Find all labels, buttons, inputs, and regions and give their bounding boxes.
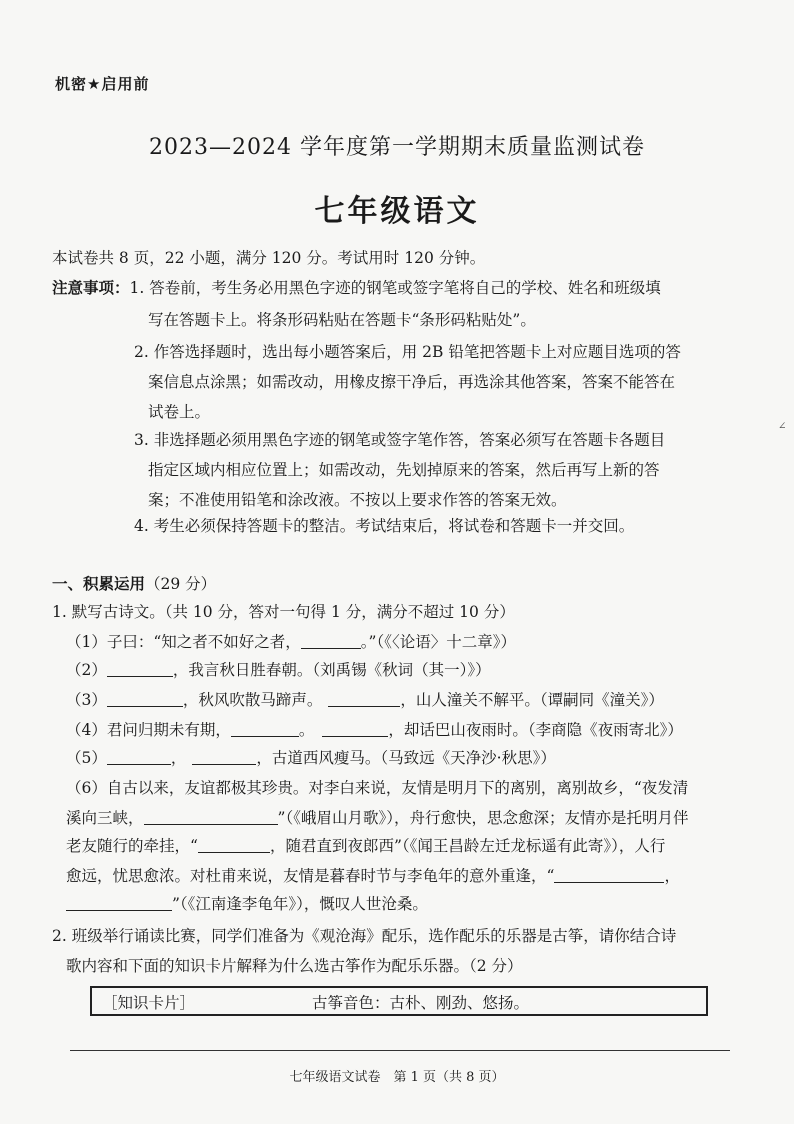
q1-item-6-text: ，随君直到夜郎西”（《闻王昌龄左迁龙标遥有此寄》），人行 (269, 837, 666, 855)
q1-item-6-line-4 (66, 866, 680, 886)
note-3c: 案；不准使用铅笔和涂改液。不按以上要求作答的答案无效。 (148, 491, 567, 509)
footer-divider (70, 1050, 730, 1051)
q1-item-1-source: 。”（《〈论语〉十二章》） (360, 633, 516, 651)
q1-item-6-text: 愈远，忧思愈浓。对杜甫来说，友情是暮春时节与李龟年的意外重逢，“ (66, 867, 555, 885)
confidential-label: 机密★启用前 (55, 75, 150, 93)
question-1-stem: 1. 默写古诗文。（共 10 分，答对一句得 1 分，满分不超过 10 分） (52, 603, 515, 621)
answer-blank[interactable] (322, 721, 388, 737)
subject-title: 七年级语文 (314, 194, 480, 229)
q1-item-6-text: 溪向三峡， (66, 809, 144, 827)
note-1b: 写在答题卡上。将条形码粘贴在答题卡“条形码粘贴处”。 (148, 311, 536, 329)
q1-item-3-text: ，秋风吹散马蹄声。 (182, 691, 323, 709)
q1-item-2-number: （2） (66, 661, 107, 679)
answer-blank[interactable] (192, 749, 256, 765)
answer-blank[interactable] (301, 633, 361, 649)
answer-blank[interactable] (554, 867, 664, 883)
knowledge-card-content: 古筝音色：古朴、刚劲、悠扬。 (312, 994, 530, 1012)
q1-item-5 (66, 748, 556, 768)
section-1-heading (52, 574, 216, 594)
question-2-line-1: 2. 班级举行诵读比赛，同学们准备为《观沧海》配乐，选作配乐的乐器是古筝，请你结合诗 (52, 927, 677, 945)
answer-blank[interactable] (107, 661, 173, 677)
answer-blank[interactable] (107, 691, 183, 707)
section-1-points: （29 分） (145, 575, 217, 593)
q1-item-6-comma: ， (664, 867, 680, 885)
q1-item-6-line-2 (66, 808, 688, 828)
answer-blank[interactable] (328, 691, 400, 707)
page-footer: 七年级语文试卷 第 1 页（共 8 页） (289, 1070, 505, 1085)
exam-intro: 本试卷共 8 页，22 小题，满分 120 分。考试用时 120 分钟。 (52, 249, 486, 267)
q1-item-2-text: ，我言秋日胜春朝。（刘禹锡《秋词（其一）》） (172, 661, 491, 679)
section-1-title: 一、积累运用 (52, 575, 146, 593)
q1-item-6-line-3 (66, 836, 665, 856)
q1-item-5-source: ，古道西风瘦马。（马致远《天净沙·秋思》） (256, 749, 556, 767)
q1-item-4-source: ，却话巴山夜雨时。（李商隐《夜雨寄北》） (388, 721, 683, 739)
knowledge-card-label: ［知识卡片］ (102, 994, 196, 1012)
note-3b: 指定区域内相应位置上；如需改动，先划掉原来的答案，然后再写上新的答 (148, 461, 660, 479)
q1-item-6-line-5 (66, 894, 428, 914)
q1-item-1 (66, 632, 516, 652)
note-4: 4. 考生必须保持答题卡的整洁。考试结束后，将试卷和答题卡一并交回。 (134, 517, 635, 535)
answer-blank[interactable] (144, 809, 278, 825)
knowledge-card (90, 986, 708, 1016)
note-2a: 2. 作答选择题时，选出每小题答案后，用 2B 铅笔把答题卡上对应题目选项的答 (134, 343, 681, 361)
margin-mark: ∠ (778, 421, 787, 432)
answer-blank[interactable] (231, 721, 299, 737)
answer-blank[interactable] (66, 895, 172, 911)
answer-blank[interactable] (107, 749, 171, 765)
q1-item-4-period: 。 (298, 721, 315, 739)
q1-item-3 (66, 690, 664, 710)
q1-item-6-source: ”（《江南逢李龟年》），慨叹人世沧桑。 (172, 895, 428, 913)
q1-item-1-text: （1）子曰：“知之者不如好之者， (66, 633, 301, 651)
q1-item-4-text: （4）君问归期未有期， (66, 721, 231, 739)
question-2-line-2: 歌内容和下面的知识卡片解释为什么选古筝作为配乐乐器。（2 分） (66, 957, 523, 975)
q1-item-5-number: （5） (66, 749, 107, 767)
notes-label: 注意事项： (52, 279, 130, 297)
q1-item-3-number: （3） (66, 691, 107, 709)
q1-item-4 (66, 720, 683, 740)
note-1a: 1. 答卷前，考生务必用黑色字迹的钢笔或签字笔将自己的学校、姓名和班级填 (129, 279, 661, 297)
q1-item-6-text: 老友随行的牵挂，“ (66, 837, 198, 855)
note-2b: 案信息点涂黑；如需改动，用橡皮擦干净后，再选涂其他答案，答案不能答在 (148, 373, 676, 391)
q1-item-2 (66, 660, 491, 680)
q1-item-6-line-1: （6）自古以来，友谊都极其珍贵。对李白来说，友情是明月下的离别，离别故乡，“夜发清 (66, 779, 689, 797)
note-3a: 3. 非选择题必须用黑色字迹的钢笔或签字笔作答，答案必须写在答题卡各题目 (134, 431, 666, 449)
q1-item-5-comma: ， (170, 749, 187, 767)
notes-line-1 (52, 278, 661, 298)
q1-item-3-source: ，山人潼关不解平。（谭嗣同《潼关》） (400, 691, 664, 709)
note-2c: 试卷上。 (148, 403, 211, 421)
answer-blank[interactable] (198, 837, 270, 853)
exam-title: 2023—2024 学年度第一学期期末质量监测试卷 (149, 135, 645, 160)
q1-item-6-text: ”（《峨眉山月歌》），舟行愈快，思念愈深；友情亦是托明月伴 (277, 809, 689, 827)
